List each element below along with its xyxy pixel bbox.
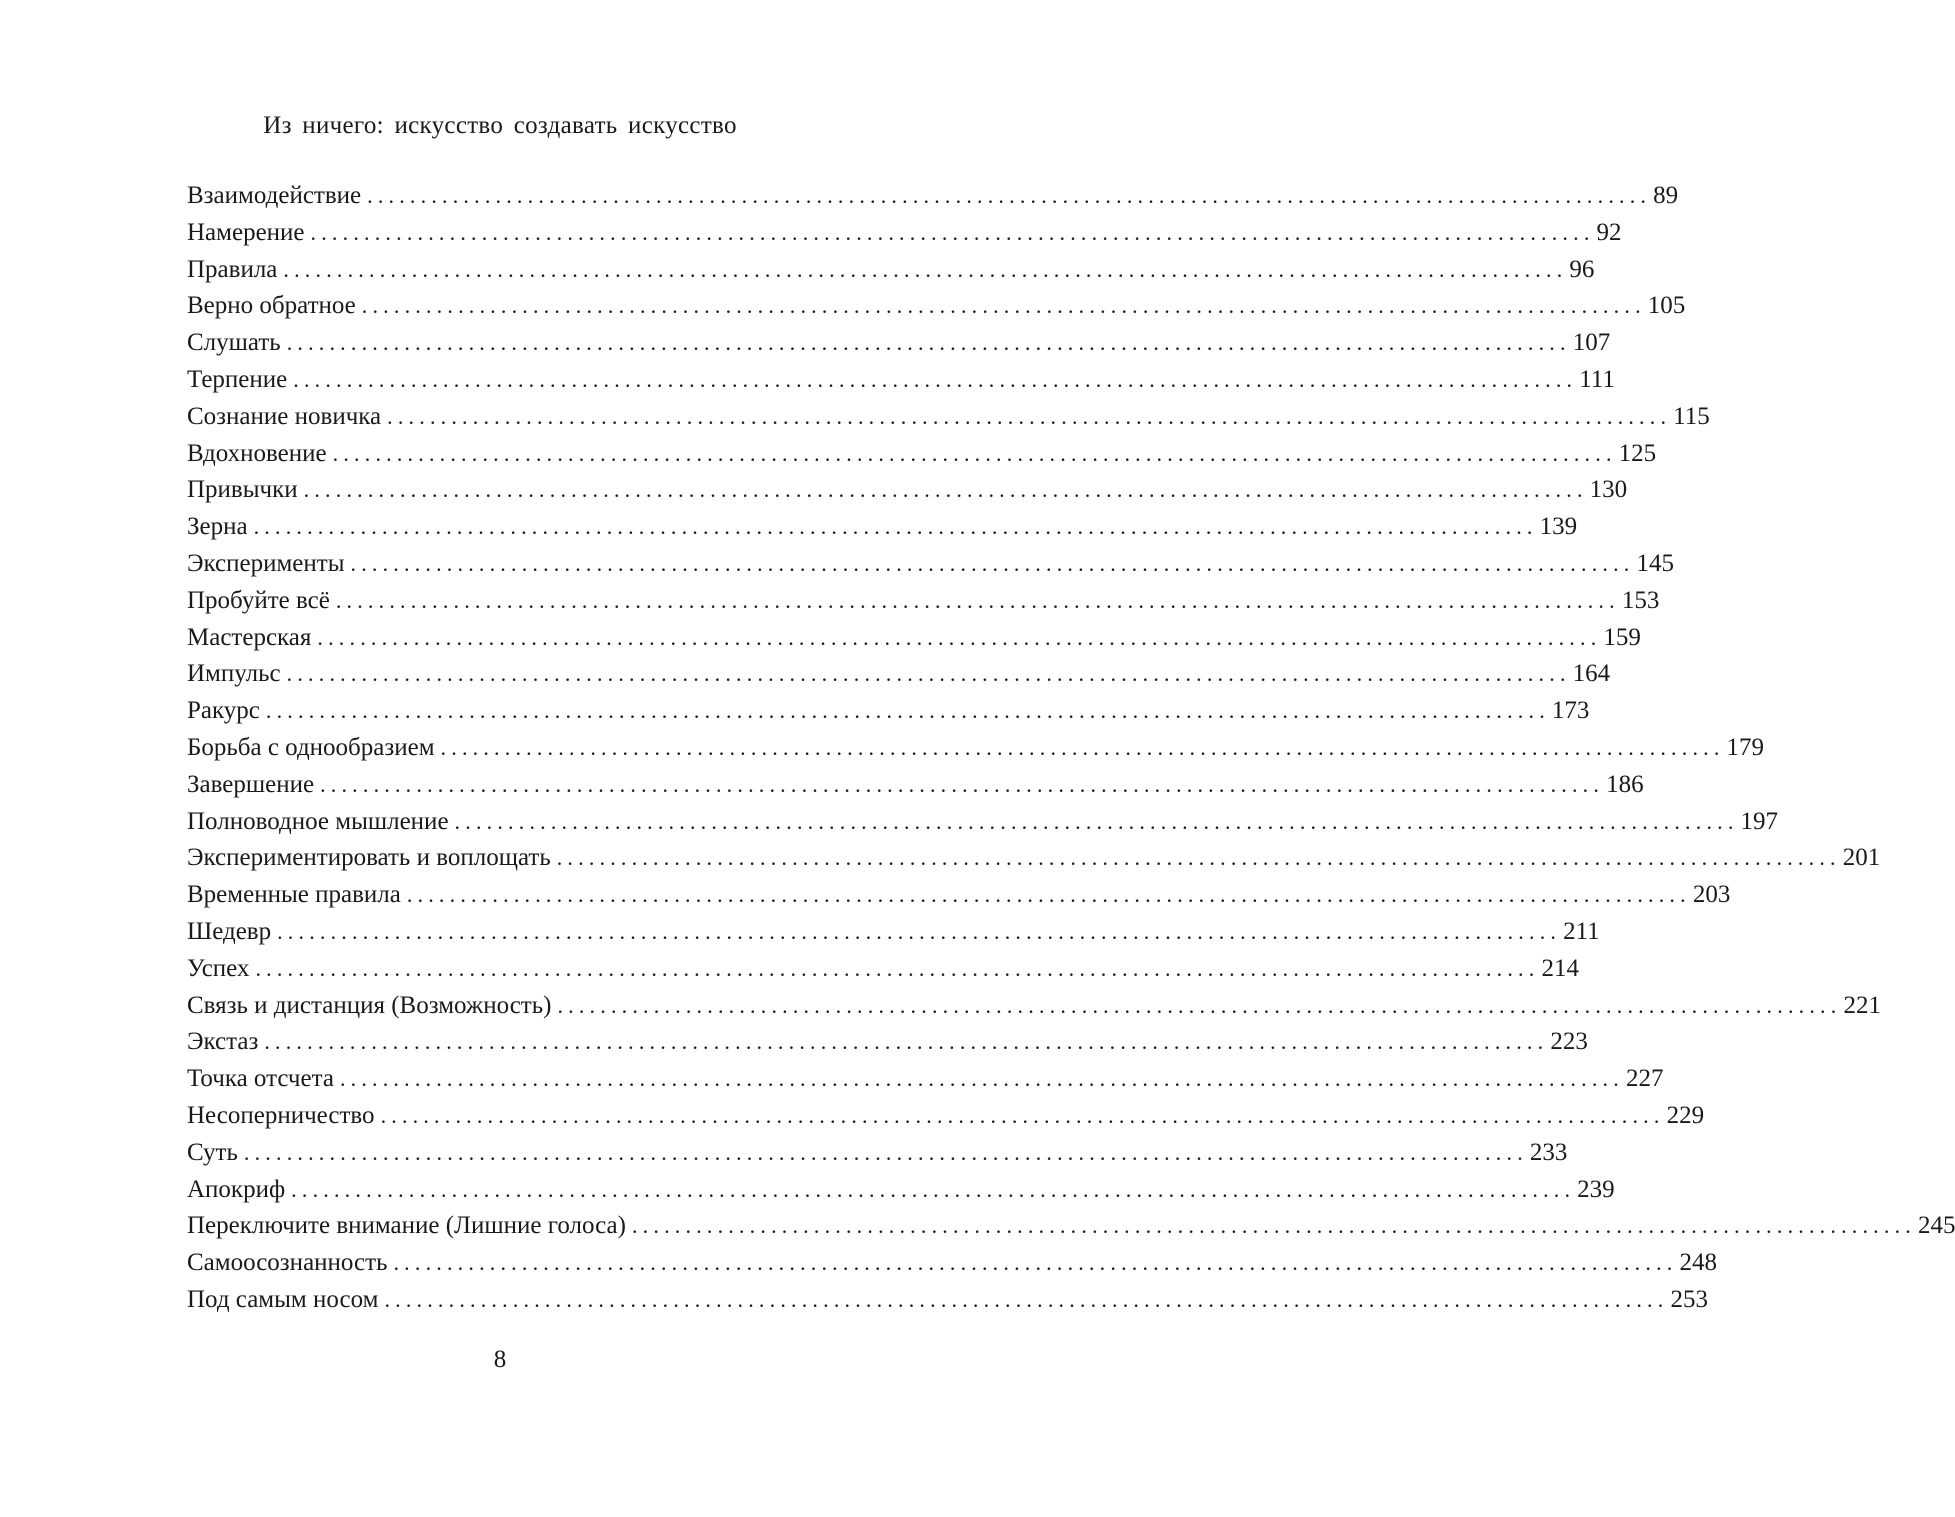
toc-entry-title: Апокриф xyxy=(187,1175,286,1203)
toc-entry-page: 211 xyxy=(1563,917,1600,945)
toc-entry-page: 221 xyxy=(1843,991,1881,1019)
toc-dot-leader: ........................................................................................................................ xyxy=(283,256,1568,282)
toc-entry-page: 125 xyxy=(1618,439,1657,467)
toc-entry xyxy=(187,767,1644,804)
toc-dot-leader: ........................................................................................................................ xyxy=(384,1286,1669,1312)
toc-entry-title: Успех xyxy=(187,954,250,982)
running-title: Из ничего: искусство создавать искусство xyxy=(263,112,737,139)
table-of-contents xyxy=(187,178,1955,1319)
toc-entry xyxy=(187,804,1779,841)
toc-dot-leader: ........................................................................................................................ xyxy=(277,918,1562,944)
toc-dot-leader: ........................................................................................................................ xyxy=(320,771,1605,797)
toc-entry-page: 139 xyxy=(1539,513,1578,541)
toc-dot-leader: ........................................................................................................................ xyxy=(387,403,1672,429)
toc-dot-leader: ........................................................................................................................ xyxy=(303,477,1588,503)
toc-entry xyxy=(187,362,1615,399)
toc-dot-leader: ........................................................................................................................ xyxy=(335,587,1620,613)
toc-entry xyxy=(187,178,1679,215)
toc-dot-leader: ........................................................................................................................ xyxy=(255,955,1540,981)
toc-dot-leader: ........................................................................................................................ xyxy=(332,440,1617,466)
toc-entry-page: 89 xyxy=(1653,182,1679,209)
toc-entry-page: 145 xyxy=(1636,549,1674,577)
toc-entry-page: 245 xyxy=(1917,1212,1955,1240)
toc-entry-page: 173 xyxy=(1551,697,1590,725)
toc-entry xyxy=(187,215,1622,252)
toc-entry-title: Связь и дистанция (Возможность) xyxy=(187,991,552,1019)
toc-entry-title: Импульс xyxy=(187,660,281,688)
toc-entry-page: 186 xyxy=(1606,770,1644,798)
toc-entry-title: Шедевр xyxy=(187,917,272,945)
toc-entry xyxy=(187,1098,1705,1135)
toc-dot-leader: ........................................................................................................................ xyxy=(265,698,1550,724)
toc-entry xyxy=(187,951,1579,988)
toc-entry-title: Временные правила xyxy=(187,881,401,909)
toc-entry-page: 179 xyxy=(1726,733,1765,761)
toc-entry-page: 92 xyxy=(1596,218,1622,246)
toc-dot-leader: ........................................................................................................................ xyxy=(361,293,1646,319)
toc-dot-leader: ........................................................................................................................ xyxy=(243,1139,1528,1165)
toc-dot-leader: ........................................................................................................................ xyxy=(339,1066,1624,1092)
toc-entry-page: 214 xyxy=(1541,954,1579,982)
toc-entry xyxy=(187,472,1628,509)
toc-dot-leader: ........................................................................................................................ xyxy=(286,330,1571,356)
toc-entry-page: 153 xyxy=(1621,586,1660,614)
toc-entry-page: 201 xyxy=(1842,844,1881,872)
toc-entry xyxy=(187,436,1657,473)
toc-dot-leader: ........................................................................................................................ xyxy=(293,366,1578,392)
toc-entry-title: Взаимодействие xyxy=(187,182,362,209)
toc-entry-title: Ракурс xyxy=(187,697,260,725)
toc-entry xyxy=(187,877,1731,914)
toc-entry xyxy=(187,730,1765,767)
toc-entry xyxy=(187,509,1578,546)
toc-entry xyxy=(187,1245,1717,1282)
toc-dot-leader: ........................................................................................................................ xyxy=(440,734,1725,760)
toc-dot-leader: ........................................................................................................................ xyxy=(350,550,1635,576)
toc-dot-leader: ........................................................................................................................ xyxy=(286,661,1571,687)
toc-entry xyxy=(187,1208,1955,1245)
toc-dot-leader: ........................................................................................................................ xyxy=(253,514,1538,540)
toc-dot-leader: ........................................................................................................................ xyxy=(393,1250,1678,1276)
toc-entry-title: Пробуйте всё xyxy=(187,586,330,614)
toc-entry-page: 111 xyxy=(1579,365,1615,393)
toc-dot-leader: ........................................................................................................................ xyxy=(406,882,1691,908)
toc-dot-leader: ........................................................................................................................ xyxy=(631,1213,1916,1239)
toc-entry-title: Экспериментировать и воплощать xyxy=(187,844,551,872)
toc-dot-leader: ........................................................................................................................ xyxy=(454,808,1739,834)
toc-dot-leader: ........................................................................................................................ xyxy=(310,219,1595,245)
toc-entry-page: 159 xyxy=(1603,623,1641,651)
toc-entry-title: Вдохновение xyxy=(187,439,327,467)
toc-dot-leader: ........................................................................................................................ xyxy=(291,1176,1576,1202)
toc-dot-leader: ........................................................................................................................ xyxy=(264,1029,1549,1055)
toc-entry xyxy=(187,1061,1664,1098)
toc-entry-page: 164 xyxy=(1572,660,1611,688)
toc-entry xyxy=(187,840,1881,877)
toc-entry xyxy=(187,288,1686,325)
page-number: 8 xyxy=(493,1346,507,1373)
toc-entry-page: 239 xyxy=(1577,1175,1615,1203)
toc-entry-page: 248 xyxy=(1679,1249,1717,1277)
toc-entry-page: 96 xyxy=(1569,255,1595,283)
toc-entry-title: Слушать xyxy=(187,329,281,357)
toc-dot-leader: ........................................................................................................................ xyxy=(367,183,1652,208)
toc-entry-page: 115 xyxy=(1673,402,1710,430)
toc-entry-page: 229 xyxy=(1666,1101,1705,1129)
toc-entry-page: 227 xyxy=(1625,1065,1664,1093)
toc-entry xyxy=(187,1282,1708,1319)
toc-entry-page: 223 xyxy=(1550,1028,1588,1056)
toc-entry-title: Суть xyxy=(187,1138,238,1166)
toc-entry xyxy=(187,252,1595,289)
toc-entry-title: Полноводное мышление xyxy=(187,807,449,835)
toc-entry-title: Сознание новичка xyxy=(187,402,382,430)
toc-entry-title: Завершение xyxy=(187,770,315,798)
toc-entry xyxy=(187,620,1641,657)
toc-entry xyxy=(187,325,1611,362)
toc-entry-title: Переключите внимание (Лишние голоса) xyxy=(187,1212,626,1240)
toc-entry xyxy=(187,1135,1568,1172)
toc-entry xyxy=(187,399,1710,436)
toc-entry xyxy=(187,914,1600,951)
toc-entry-page: 233 xyxy=(1529,1138,1568,1166)
toc-entry-page: 105 xyxy=(1647,292,1686,320)
toc-dot-leader: ........................................................................................................................ xyxy=(556,845,1841,871)
toc-entry xyxy=(187,988,1881,1025)
toc-entry xyxy=(187,546,1674,583)
toc-entry xyxy=(187,1024,1588,1061)
toc-entry xyxy=(187,583,1660,620)
toc-entry-title: Верно обратное xyxy=(187,292,356,320)
toc-entry-title: Под самым носом xyxy=(187,1285,379,1313)
toc-entry-page: 203 xyxy=(1692,881,1731,909)
toc-entry-title: Борьба с однообразием xyxy=(187,733,435,761)
toc-dot-leader: ........................................................................................................................ xyxy=(380,1102,1665,1128)
toc-entry-title: Самоосознанность xyxy=(187,1249,388,1277)
toc-entry xyxy=(187,656,1611,693)
toc-entry-title: Зерна xyxy=(187,513,248,541)
toc-entry-title: Эксперименты xyxy=(187,549,345,577)
toc-entry-page: 107 xyxy=(1572,329,1611,357)
toc-entry-title: Намерение xyxy=(187,218,305,246)
toc-entry-page: 253 xyxy=(1670,1285,1708,1313)
toc-entry-title: Экстаз xyxy=(187,1028,259,1056)
toc-entry-title: Привычки xyxy=(187,476,298,504)
toc-entry-title: Мастерская xyxy=(187,623,312,651)
toc-entry-title: Терпение xyxy=(187,365,288,393)
toc-dot-leader: ........................................................................................................................ xyxy=(557,992,1842,1018)
toc-entry xyxy=(187,1172,1615,1209)
toc-entry-page: 197 xyxy=(1740,807,1779,835)
toc-entry-page: 130 xyxy=(1589,476,1628,504)
toc-entry-title: Несоперничество xyxy=(187,1101,375,1129)
toc-entry-title: Правила xyxy=(187,255,278,283)
toc-entry-title: Точка отсчета xyxy=(187,1065,334,1093)
toc-entry xyxy=(187,693,1590,730)
toc-dot-leader: ........................................................................................................................ xyxy=(317,624,1602,650)
